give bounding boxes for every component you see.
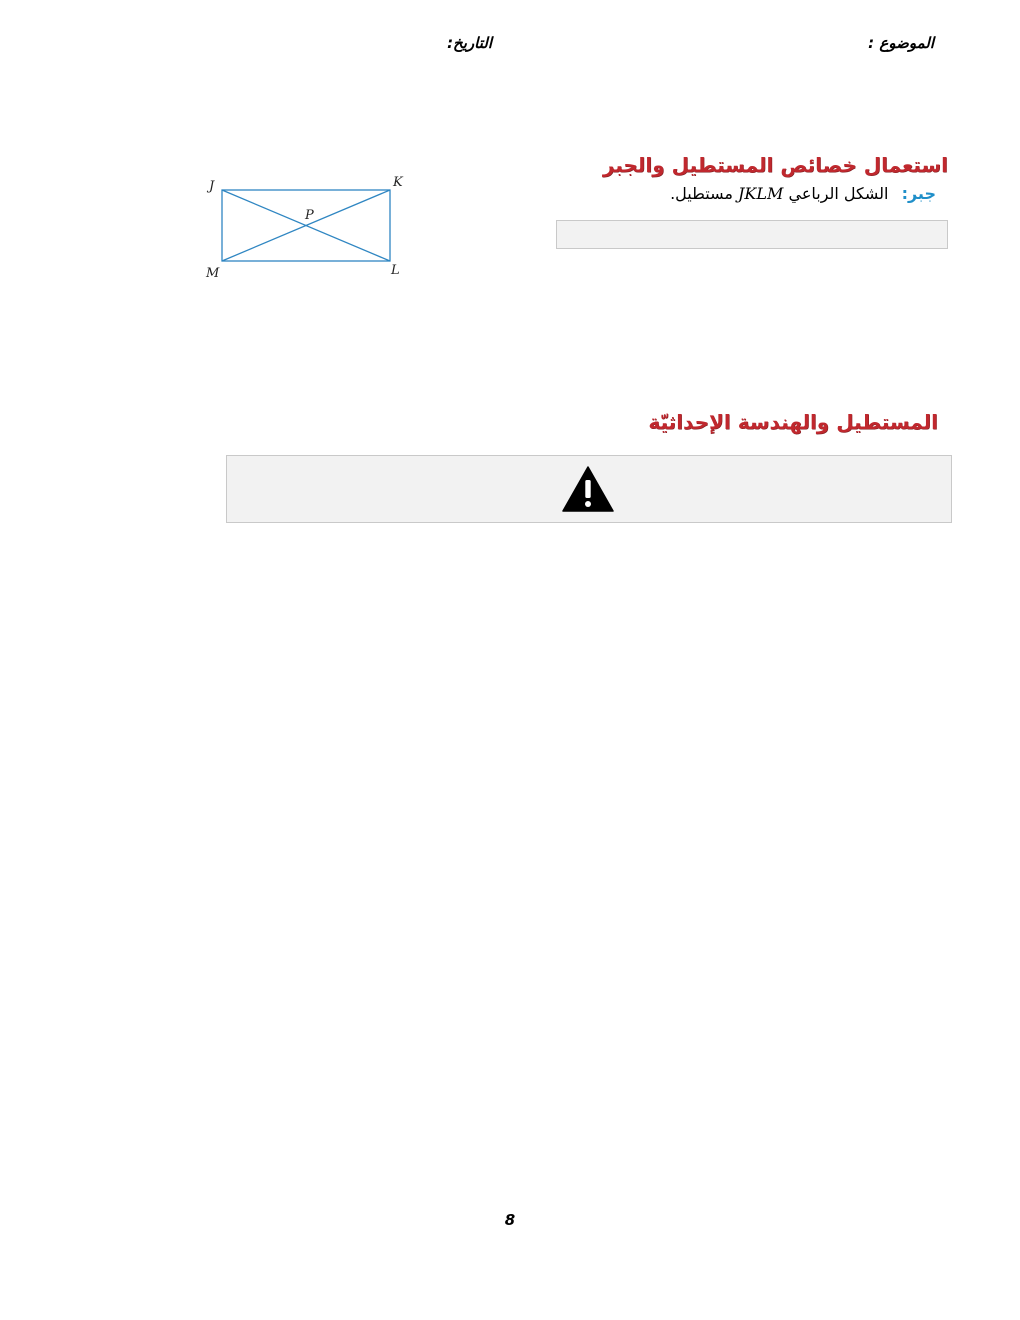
problem-text-after: مستطيل. [670, 184, 733, 203]
vertex-k-label: K [393, 175, 403, 190]
subject-label: الموضوع : [868, 34, 934, 52]
date-label: التاريخ: [447, 34, 492, 52]
vertex-m-label: M [206, 266, 220, 281]
quad-name: JKLM [738, 184, 784, 203]
problem-statement [670, 184, 936, 203]
vertex-l-label: L [391, 263, 400, 278]
page-number: 8 [504, 1211, 516, 1229]
rectangle-figure [198, 170, 413, 285]
section-title-rectangle-algebra: استعمال خصائص المستطيل والجبر [602, 153, 948, 177]
problem-text-before: الشكل الرباعي [788, 184, 889, 203]
center-p-label: P [305, 208, 314, 223]
warning-icon [562, 466, 614, 512]
vertex-j-label: J [209, 179, 215, 194]
algebra-tag: جبر: [901, 184, 936, 203]
section-title-rectangle-coordinate-geometry: المستطيل والهندسة الإحداثيّة [648, 410, 938, 434]
answer-box [556, 220, 948, 249]
rectangle-shape [222, 190, 390, 261]
